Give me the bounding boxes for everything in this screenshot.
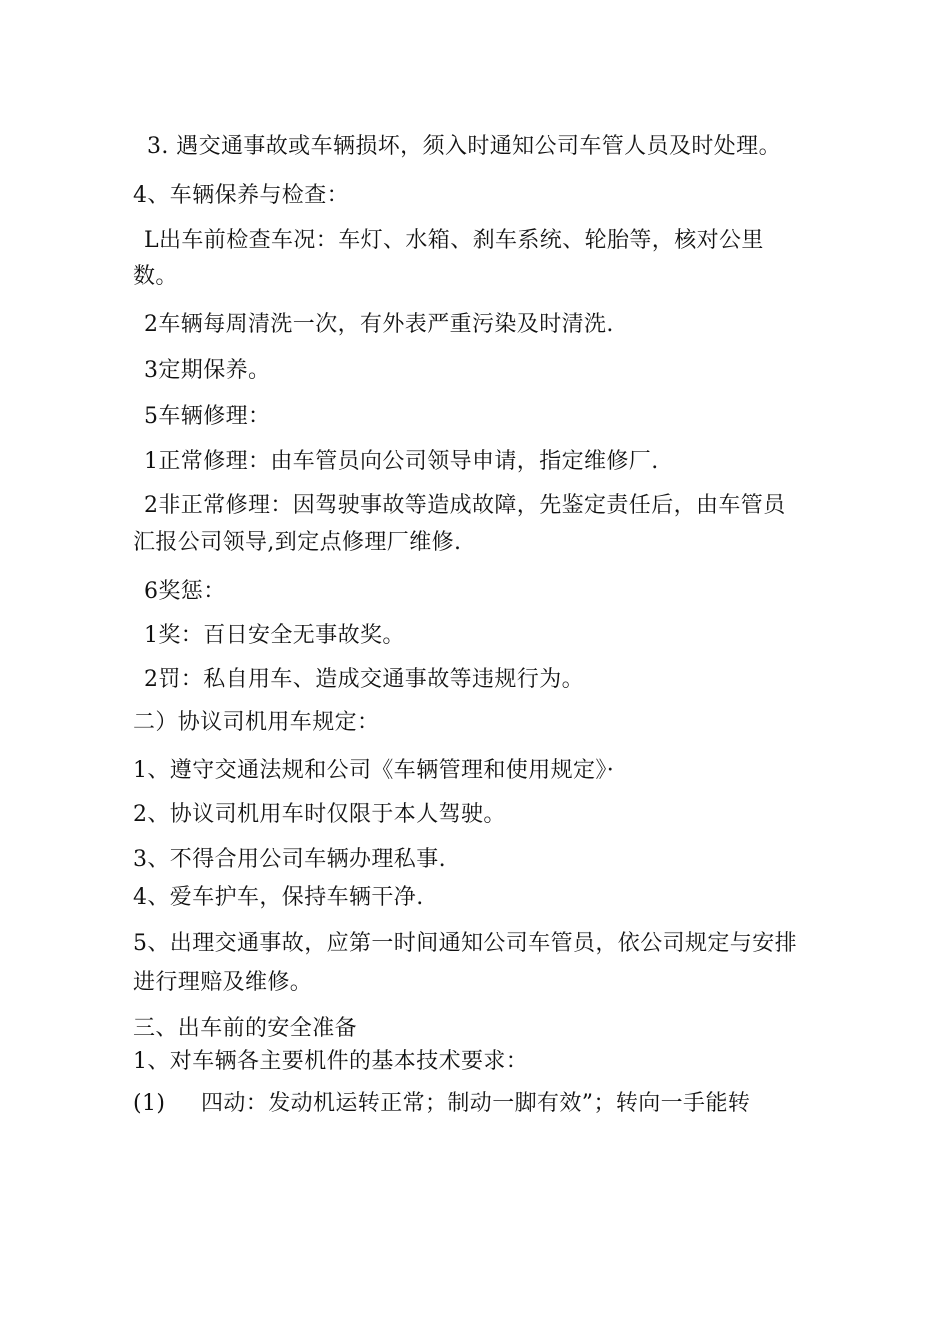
text-line: 3定期保养。 (144, 358, 271, 383)
list-item (133, 1090, 750, 1118)
section-heading: 6奖惩： (144, 579, 226, 604)
text-line: L出车前检查车况：车灯、水箱、刹车系统、轮胎等，核对公里 (144, 228, 764, 253)
text-line: 1奖：百日安全无事故奖。 (144, 623, 405, 648)
text-line: 2车辆每周清洗一次，有外表严重污染及时清洗. (144, 312, 614, 337)
text-line: 5、出理交通事故，应第一时间通知公司车管员，依公司规定与安排 (133, 931, 797, 956)
text-line: 2非正常修理：因驾驶事故等造成故障，先鉴定责任后，由车管员 (144, 493, 786, 518)
text-line: 进行理赔及维修。 (133, 970, 313, 995)
list-item-number: (1) (133, 1091, 166, 1116)
text-line: 4、爱车护车，保持车辆干净. (133, 885, 424, 910)
section-heading: 5车辆修理： (144, 404, 271, 429)
list-item-text: 四动：发动机运转正常；制动一脚有效”；转向一手能转 (201, 1091, 751, 1116)
section-heading: 二）协议司机用车规定： (133, 710, 380, 735)
text-line: 2、协议司机用车时仅限于本人驾驶。 (133, 802, 506, 827)
text-line: 2罚：私自用车、造成交通事故等违规行为。 (144, 667, 584, 692)
text-line: 1正常修理：由车管员向公司领导申请，指定维修厂. (144, 449, 659, 474)
text-line: 3、不得合用公司车辆办理私事. (133, 847, 446, 872)
section-heading: 4、车辆保养与检查： (133, 183, 349, 208)
section-heading: 三、出车前的安全准备 (133, 1016, 358, 1041)
text-line: 3. 遇交通事故或车辆损坏，须入时通知公司车管人员及时处理。 (147, 134, 781, 159)
text-line: 数。 (133, 264, 178, 289)
text-line: 1、对车辆各主要机件的基本技术要求： (133, 1049, 529, 1074)
text-line: 汇报公司领导,到定点修理厂维修. (133, 530, 462, 555)
text-line: 1、遵守交通法规和公司《车辆管理和使用规定》· (133, 758, 615, 783)
